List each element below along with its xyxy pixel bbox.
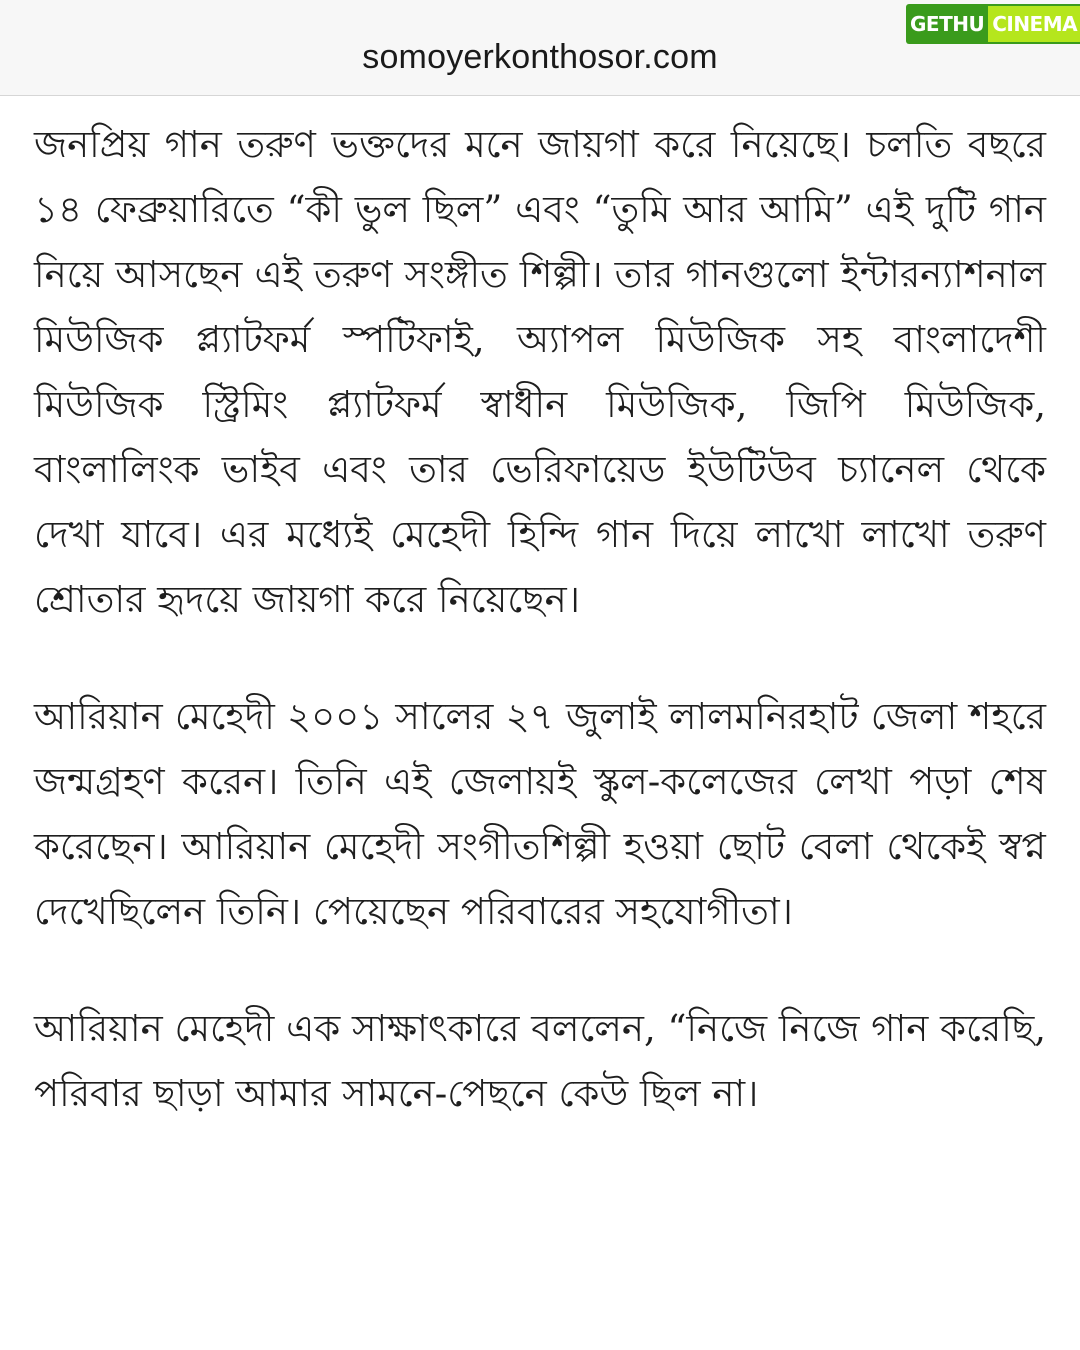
url-text[interactable]: somoyerkonthosor.com	[362, 38, 718, 76]
watermark-part-2	[988, 4, 1080, 44]
watermark-part-2-text: CINEMA	[992, 12, 1078, 36]
gethu-cinema-watermark-logo	[906, 4, 1078, 44]
watermark-part-1: GETHU	[906, 4, 988, 44]
article-paragraph-1: জনপ্রিয় গান তরুণ ভক্তদের মনে জায়গা করে নিয়েছে। চলতি বছরে ১৪ ফেব্রুয়ারিতে “কী ভুল ছিল” এবং “তুমি আর আমি” এই দুটি গান নিয়ে আসছেন এই তরুণ সংঙ্গীত শিল্পী। তার গানগুলো ইন্টারন্যাশনাল মিউজিক প্ল্যাটফর্ম স্পটিফাই, অ্যাপল মিউজিক সহ বাংলাদেশী মিউজিক স্ট্রিমিং প্ল্যাটফর্ম স্বাধীন মিউজিক, জিপি মিউজিক, বাংলালিংক ভাইব এবং তার ভেরিফায়েড ইউটিউব চ্যানেল থেকে দেখা যাবে। এর মধ্যেই মেহেদী হিন্দি গান দিয়ে লাখো লাখো তরুণ শ্রোতার হৃদয়ে জায়গা করে নিয়েছেন।	[34, 123, 1046, 621]
article-body	[34, 112, 1046, 1178]
article-paragraph-3: আরিয়ান মেহেদী এক সাক্ষাৎকারে বললেন, “নিজে নিজে গান করেছি, পরিবার ছাড়া আমার সামনে-পেছনে কেউ ছিল না।	[34, 1007, 1046, 1115]
browser-address-bar[interactable]	[0, 0, 1080, 96]
article-paragraph-2: আরিয়ান মেহেদী ২০০১ সালের ২৭ জুলাই লালমনিরহাট জেলা শহরে জন্মগ্রহণ করেন। তিনি এই জেলায়ই স্কুল-কলেজের লেখা পড়া শেষ করেছেন। আরিয়ান মেহেদী সংগীতশিল্পী হওয়া ছোট বেলা থেকেই স্বপ্ন দেখেছিলেন তিনি। পেয়েছেন পরিবারের সহযোগীতা।	[34, 695, 1046, 933]
